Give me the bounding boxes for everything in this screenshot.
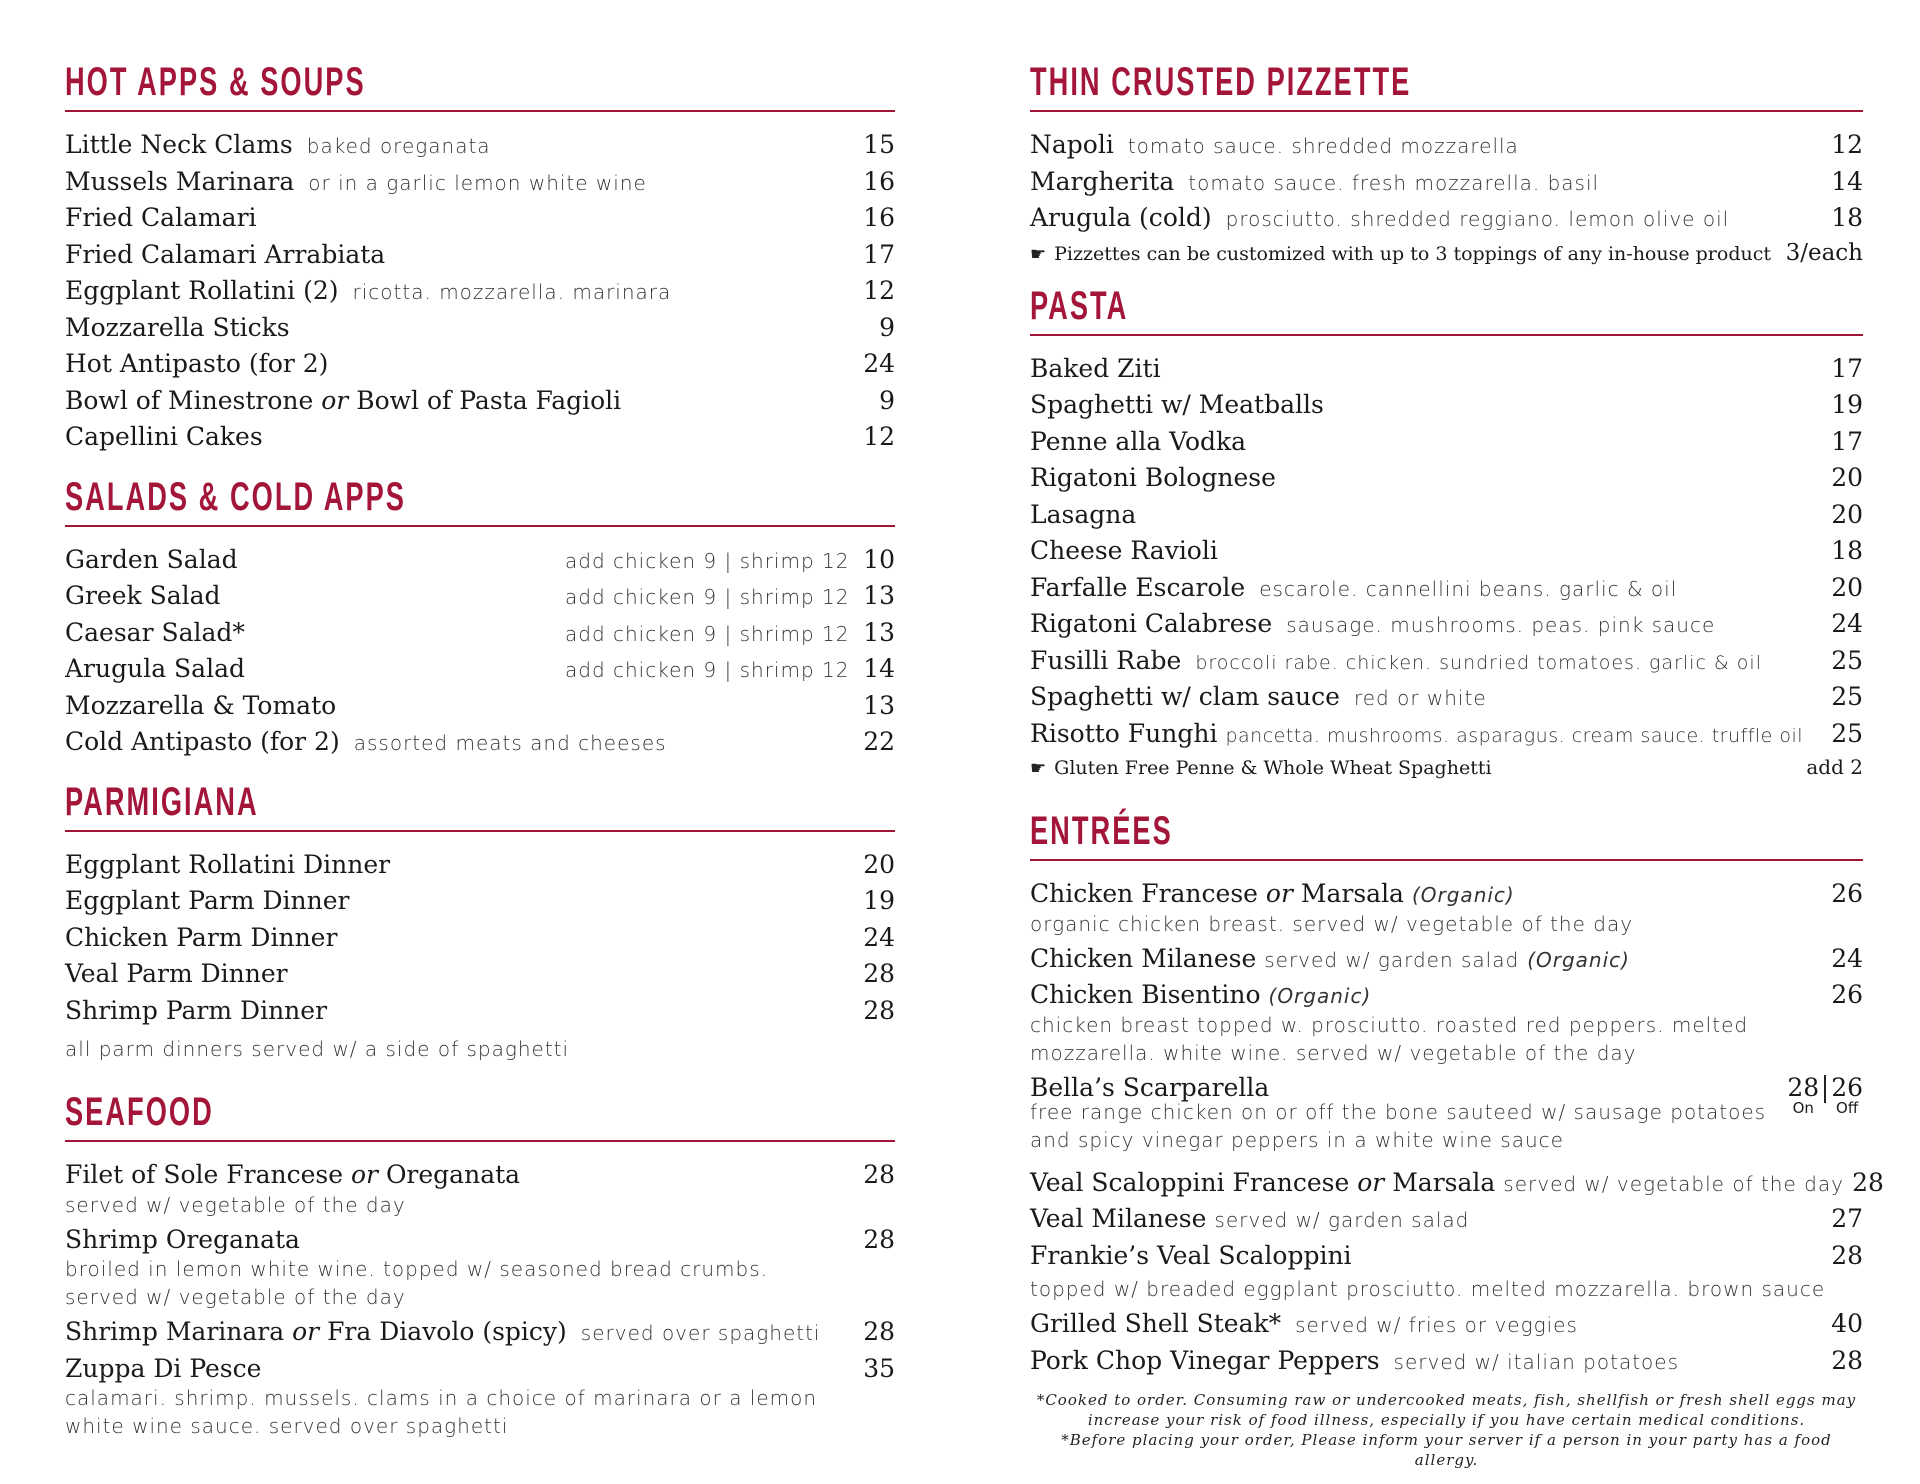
- item-desc: baked oreganata: [306, 134, 491, 158]
- item-price: 27: [1831, 1204, 1863, 1233]
- price-divider: [1824, 1075, 1826, 1103]
- item-desc: tomato sauce. fresh mozzarella. basil: [1188, 170, 1600, 195]
- item-price: 25: [1831, 718, 1863, 748]
- item-name: Caesar Salad*: [65, 617, 245, 647]
- item-subtext: calamari. shrimp. mussels. clams in a choice of marinara or a lemon: [65, 1386, 818, 1410]
- pointing-hand-icon: ☛: [1030, 243, 1047, 265]
- section-divider: [65, 525, 895, 527]
- menu-item: [65, 130, 895, 167]
- item-desc: served w/ fries or veggies: [1295, 1313, 1578, 1337]
- menu-item: [65, 581, 895, 618]
- item-price: 24: [1831, 943, 1863, 973]
- item-price: 40: [1831, 1309, 1863, 1338]
- item-price: 17: [1831, 426, 1863, 456]
- item-name: Eggplant Rollatini (2): [65, 276, 339, 305]
- price-on: 28: [1787, 1072, 1820, 1102]
- menu-item: [1030, 944, 1863, 981]
- item-tag: (Organic): [1268, 984, 1372, 1008]
- item-price: 25: [1831, 682, 1863, 711]
- item-name: Chicken Francese or Marsala: [1030, 879, 1404, 908]
- item-name: Fried Calamari Arrabiata: [65, 239, 386, 269]
- section-title: ENTRÉES: [1030, 809, 1173, 853]
- section-salads: [65, 473, 895, 764]
- item-desc: sausage. mushrooms. peas. pink sauce: [1286, 613, 1716, 637]
- item-price: 28: [1852, 1167, 1884, 1197]
- item-price: 25: [1831, 645, 1863, 675]
- section-tip: [1030, 755, 1863, 791]
- section-title: PASTA: [1030, 283, 1129, 328]
- section-title: PARMIGIANA: [65, 779, 259, 824]
- menu-item: [1030, 1309, 1863, 1346]
- item-price: 13: [863, 581, 895, 610]
- item-price: 13: [863, 617, 895, 647]
- menu-item: [65, 386, 895, 423]
- menu-item: [1030, 682, 1863, 719]
- item-price: 17: [863, 239, 895, 269]
- item-name: Shrimp Parm Dinner: [65, 995, 328, 1025]
- tip-price: add 2: [1806, 755, 1863, 779]
- menu-item: [65, 349, 895, 386]
- menu-item: [1030, 130, 1863, 167]
- item-price: 28: [863, 1160, 895, 1189]
- item-price: 28: [1831, 1240, 1863, 1270]
- menu-item: [65, 313, 895, 350]
- section-divider: [65, 110, 895, 112]
- item-name: Cheese Ravioli: [1030, 536, 1218, 565]
- section-note: all parm dinners served w/ a side of spaghetti: [65, 1037, 570, 1061]
- item-name: Eggplant Parm Dinner: [65, 886, 350, 915]
- menu-item: [1030, 609, 1863, 646]
- item-name: Chicken Milanese: [1030, 943, 1257, 973]
- item-price: 26: [1831, 980, 1863, 1009]
- menu-item: [65, 850, 895, 887]
- item-price: 28: [863, 995, 895, 1025]
- menu-item: [1030, 573, 1863, 610]
- section-tip: [1030, 240, 1863, 276]
- menu-item: [65, 1354, 895, 1441]
- section-divider: [65, 1140, 895, 1142]
- section-title: SEAFOOD: [65, 1090, 214, 1134]
- item-subtext: free range chicken on or off the bone sauteed w/ sausage potatoes: [1030, 1099, 1767, 1124]
- item-price: 15: [863, 130, 895, 159]
- item-subtext: topped w/ breaded eggplant prosciutto. melted mozzarella. brown sauce: [1030, 1277, 1826, 1301]
- menu-item: [1030, 1204, 1863, 1241]
- section-hot-apps: [65, 58, 895, 459]
- menu-item: [65, 1317, 895, 1354]
- menu-item: [1030, 879, 1863, 938]
- item-name: Pork Chop Vinegar Peppers: [1030, 1345, 1380, 1375]
- item-name: Rigatoni Calabrese: [1030, 609, 1273, 638]
- item-addon: add chicken 9 | shrimp 12: [565, 621, 850, 646]
- item-price: 24: [1831, 609, 1863, 638]
- menu-item: [1030, 536, 1863, 573]
- item-name: Zuppa Di Pesce: [65, 1353, 262, 1383]
- item-desc: served w/ italian potatoes: [1393, 1349, 1680, 1374]
- item-subtext: served w/ vegetable of the day: [65, 1285, 406, 1309]
- item-desc: red or white: [1353, 686, 1487, 710]
- price-on-label: On: [1792, 1098, 1814, 1117]
- item-name: Grilled Shell Steak*: [1030, 1309, 1282, 1338]
- section-divider: [65, 830, 895, 832]
- menu-item: [1030, 719, 1863, 756]
- section-pizzette: [1030, 58, 1863, 276]
- menu-item: [65, 167, 895, 204]
- price-off: 26: [1831, 1072, 1863, 1102]
- item-price: 24: [863, 922, 895, 952]
- item-name: Fried Calamari: [65, 203, 257, 232]
- menu-item: [65, 1225, 895, 1312]
- item-subtext: white wine sauce. served over spaghetti: [65, 1414, 509, 1438]
- item-price: 28: [1831, 1345, 1863, 1375]
- item-name: Capellini Cakes: [65, 422, 263, 451]
- item-name: Arugula (cold): [1030, 203, 1212, 232]
- item-name: Risotto Funghi: [1030, 718, 1218, 748]
- item-name: Fusilli Rabe: [1030, 645, 1182, 675]
- item-name: Frankie’s Veal Scaloppini: [1030, 1240, 1352, 1270]
- item-addon: add chicken 9 | shrimp 12: [565, 585, 850, 609]
- item-subtext: broiled in lemon white wine. topped w/ seasoned bread crumbs.: [65, 1257, 768, 1281]
- item-name: Rigatoni Bolognese: [1030, 463, 1276, 492]
- section-title: THIN CRUSTED PIZZETTE: [1030, 60, 1412, 104]
- menu-item: [1030, 354, 1863, 391]
- section-title: HOT APPS & SOUPS: [65, 60, 366, 104]
- left-column: [65, 58, 895, 1454]
- item-name: Bowl of Minestrone or Bowl of Pasta Fagioli: [65, 385, 622, 415]
- item-name: Greek Salad: [65, 581, 221, 610]
- item-price: 14: [1831, 166, 1863, 196]
- item-name: Baked Ziti: [1030, 353, 1161, 383]
- item-price: 28: [863, 1224, 895, 1254]
- item-price: 35: [863, 1353, 895, 1383]
- section-entrees: [1030, 807, 1884, 1470]
- item-name: Arugula Salad: [65, 654, 245, 683]
- menu-item: [65, 923, 895, 960]
- item-desc: broccoli rabe. chicken. sundried tomatoes. garlic & oil: [1195, 651, 1762, 674]
- item-name: Lasagna: [1030, 499, 1137, 529]
- item-price: 12: [1831, 130, 1863, 159]
- item-price: 10: [863, 544, 895, 574]
- item-price: 12: [863, 422, 895, 451]
- section-divider: [1030, 110, 1863, 112]
- menu-item: [1030, 980, 1863, 1067]
- item-price: 18: [1831, 536, 1863, 565]
- section-divider: [1030, 859, 1863, 861]
- item-price: 16: [863, 166, 895, 196]
- item-price: 20: [863, 849, 895, 879]
- item-name: Spaghetti w/ Meatballs: [1030, 390, 1324, 419]
- menu-item: [65, 545, 895, 582]
- item-price: 16: [863, 203, 895, 232]
- split-price: [1787, 1072, 1863, 1117]
- item-desc: pancetta. mushrooms. asparagus. cream sauce. truffle oil: [1225, 724, 1804, 747]
- section-divider: [1030, 334, 1863, 336]
- menu-item: [65, 276, 895, 313]
- item-desc: served w/ garden salad: [1214, 1208, 1470, 1232]
- menu-item: [65, 959, 895, 996]
- menu-item: [1030, 1241, 1863, 1304]
- menu-item: [65, 240, 895, 277]
- menu-item: [65, 886, 895, 923]
- item-name: Veal Milanese: [1030, 1204, 1207, 1233]
- item-desc: escarole. cannellini beans. garlic & oil: [1259, 576, 1678, 601]
- menu-item: [1030, 1346, 1863, 1383]
- item-name: Hot Antipasto (for 2): [65, 349, 329, 378]
- menu-item: [65, 422, 895, 459]
- item-price: 28: [863, 959, 895, 988]
- item-addon: add chicken 9 | shrimp 12: [565, 548, 850, 573]
- item-price: 9: [879, 312, 895, 342]
- item-desc: served over spaghetti: [580, 1321, 821, 1345]
- item-name: Chicken Bisentino: [1030, 980, 1261, 1009]
- item-desc: served w/ vegetable of the day: [1503, 1171, 1844, 1196]
- menu-item: [1030, 203, 1863, 240]
- item-price: 22: [863, 727, 895, 756]
- item-name: Veal Scaloppini Francese or Marsala: [1030, 1167, 1496, 1197]
- item-price: 17: [1831, 353, 1863, 383]
- item-price: 26: [1831, 879, 1863, 908]
- item-price: 12: [863, 276, 895, 305]
- item-name: Napoli: [1030, 130, 1114, 159]
- item-desc: served w/ garden salad: [1264, 947, 1520, 972]
- menu-item: [65, 691, 895, 728]
- item-name: Shrimp Marinara or Fra Diavolo (spicy): [65, 1317, 567, 1346]
- item-price: 20: [1831, 572, 1863, 602]
- item-desc: or in a garlic lemon white wine: [308, 170, 647, 195]
- item-name: Margherita: [1030, 166, 1175, 196]
- item-desc: assorted meats and cheeses: [353, 731, 667, 755]
- tip-text: Pizzettes can be customized with up to 3 toppings of any in-house product: [1054, 242, 1772, 265]
- menu-item: [1030, 1073, 1863, 1154]
- item-price: 19: [1831, 390, 1863, 419]
- item-name: Eggplant Rollatini Dinner: [65, 849, 391, 879]
- menu-item: [1030, 646, 1863, 683]
- menu-item: [65, 618, 895, 655]
- item-name: Mozzarella Sticks: [65, 312, 290, 342]
- menu-item: [65, 1160, 895, 1219]
- item-name: Veal Parm Dinner: [65, 959, 288, 988]
- item-name: Cold Antipasto (for 2): [65, 727, 340, 756]
- item-price: 20: [1831, 463, 1863, 492]
- item-name: Bella’s Scarparella: [1030, 1072, 1270, 1102]
- item-addon: add chicken 9 | shrimp 12: [565, 658, 850, 682]
- item-price: 28: [863, 1317, 895, 1346]
- item-name: Garden Salad: [65, 544, 238, 574]
- item-price: 19: [863, 886, 895, 915]
- allergy-footnote: *Cooked to order. Consuming raw or undercooked meats, fish, shellfish or fresh shell eggs may increase your risk of food illness, especially if you have certain medical conditions. *Before placing your order, Please inform your server if a person in your party has a food allergy.: [1036, 1391, 1857, 1469]
- section-seafood: [65, 1088, 895, 1440]
- item-subtext: organic chicken breast. served w/ vegetable of the day: [1030, 911, 1634, 936]
- pointing-hand-icon: ☛: [1030, 758, 1047, 779]
- item-subtext: mozzarella. white wine. served w/ vegetable of the day: [1030, 1040, 1637, 1065]
- item-name: Farfalle Escarole: [1030, 572, 1246, 602]
- item-name: Chicken Parm Dinner: [65, 922, 338, 952]
- menu-item: [65, 727, 895, 764]
- item-subtext: and spicy vinegar peppers in a white wine sauce: [1030, 1127, 1564, 1152]
- item-price: 18: [1831, 203, 1863, 232]
- section-parmigiana: [65, 778, 895, 1065]
- item-price: 13: [863, 690, 895, 720]
- tip-price: 3/each: [1785, 239, 1863, 266]
- item-tag: (Organic): [1411, 883, 1515, 907]
- price-off-label: Off: [1836, 1098, 1859, 1117]
- menu-item: [1030, 167, 1863, 204]
- right-column: [1030, 58, 1884, 1484]
- item-name: Mussels Marinara: [65, 166, 295, 196]
- item-price: 9: [879, 385, 895, 415]
- item-name: Little Neck Clams: [65, 130, 293, 159]
- menu-item: [65, 203, 895, 240]
- item-name: Spaghetti w/ clam sauce: [1030, 682, 1340, 711]
- menu-item: [1030, 390, 1863, 427]
- item-name: Filet of Sole Francese or Oreganata: [65, 1160, 521, 1189]
- item-name: Shrimp Oreganata: [65, 1224, 300, 1254]
- item-price: 14: [863, 654, 895, 683]
- menu-item: [65, 654, 895, 691]
- item-name: Penne alla Vodka: [1030, 426, 1247, 456]
- item-tag: (Organic): [1527, 947, 1630, 972]
- item-desc: prosciutto. shredded reggiano. lemon olive oil: [1225, 207, 1730, 231]
- item-price: 20: [1831, 499, 1863, 529]
- item-subtext: served w/ vegetable of the day: [65, 1192, 406, 1217]
- section-title: SALADS & COLD APPS: [65, 474, 406, 519]
- menu-item: [65, 996, 895, 1033]
- section-pasta: [1030, 282, 1863, 792]
- menu-item: [1030, 463, 1863, 500]
- item-price: 24: [863, 349, 895, 378]
- item-subtext: chicken breast topped w. prosciutto. roasted red peppers. melted: [1030, 1012, 1749, 1037]
- item-desc: tomato sauce. shredded mozzarella: [1127, 134, 1519, 158]
- menu-item: [1030, 500, 1863, 537]
- item-desc: ricotta. mozzarella. marinara: [352, 280, 672, 304]
- menu-item: [1030, 427, 1863, 464]
- item-name: Mozzarella & Tomato: [65, 690, 337, 720]
- tip-text: Gluten Free Penne & Whole Wheat Spaghetti: [1054, 757, 1492, 779]
- menu-item: [1030, 1167, 1884, 1205]
